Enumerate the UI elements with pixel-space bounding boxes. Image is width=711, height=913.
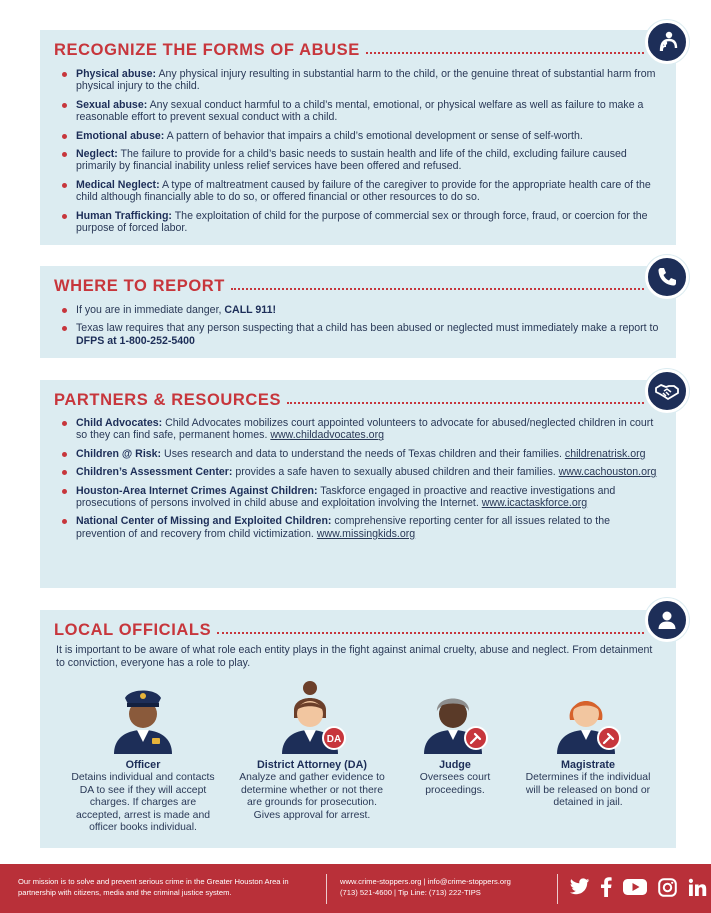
partner-link[interactable]: www.childadvocates.org xyxy=(270,429,384,442)
section-title: PARTNERS & RESOURCES xyxy=(54,391,282,409)
report-list xyxy=(62,304,662,353)
partner-link[interactable]: www.cachouston.org xyxy=(558,466,657,479)
abuse-list xyxy=(62,68,662,240)
officials-intro: It is important to be aware of what role each entity plays in the fight against animal cruelty, abuse and neglect. From detainment to conviction, everyone has a role to play. xyxy=(56,644,653,669)
child-protection-icon xyxy=(645,20,689,64)
official-title: Magistrate xyxy=(560,759,615,771)
dotted-rule xyxy=(366,52,644,54)
list-item: Physical abuse: Any physical injury resulting in substantial harm to the child, or the genuine threat of substantial harm from physical injury to the child. xyxy=(62,68,662,93)
list-item: Children’s Assessment Center: provides a safe haven to sexually abused children and their families. www.cachouston.org xyxy=(62,466,662,478)
twitter-icon[interactable] xyxy=(570,878,590,896)
official-magistrate xyxy=(518,680,658,810)
official-description: Determines if the individual will be released on bond or detained in jail. xyxy=(525,772,651,808)
judge-icon xyxy=(418,680,492,754)
official-officer xyxy=(68,680,218,835)
partners-list xyxy=(62,417,662,546)
phone-icon xyxy=(645,255,689,299)
official-description: Analyze and gather evidence to determine whether or not there are grounds for prosecution. Gives approval for arrest. xyxy=(239,772,385,821)
linkedin-icon[interactable] xyxy=(688,878,707,897)
officer-icon xyxy=(108,680,178,754)
footer-divider xyxy=(326,874,327,904)
partner-link[interactable]: www.icactaskforce.org xyxy=(481,497,588,510)
dotted-rule xyxy=(217,632,644,634)
footer-contact-line[interactable]: www.crime-stoppers.org | info@crime-stoppers.org xyxy=(340,877,511,886)
list-item: Neglect: The failure to provide for a child’s basic needs to sustain health and life of the child, excluding failure caused primarily by financial inability unless relief services have been offered and refused. xyxy=(62,148,662,173)
list-item: Children @ Risk: Uses research and data to understand the needs of Texas children and their families. childrenatrisk.org xyxy=(62,448,662,460)
person-icon xyxy=(645,598,689,642)
list-item: Medical Neglect: A type of maltreatment caused by failure of the caregiver to provide for the appropriate health care of the child although financially able to do so, or offered financial or other resources to do so. xyxy=(62,179,662,204)
footer-contact xyxy=(340,876,560,898)
official-title: Officer xyxy=(125,759,161,771)
official-judge xyxy=(396,680,514,797)
list-item: Texas law requires that any person suspecting that a child has been abused or neglected must immediately make a report to DFPS at 1-800-252-5400 xyxy=(62,322,662,347)
abuse-section xyxy=(40,30,676,245)
instagram-icon[interactable] xyxy=(658,878,677,897)
list-item: Houston-Area Internet Crimes Against Children: Taskforce engaged in proactive and reactive investigations and prosecutions of persons involved in child abuse and exploitation involving the Internet. www.icactaskforce.org xyxy=(62,485,662,510)
official-description: Oversees court proceedings. xyxy=(419,772,491,796)
partners-heading xyxy=(54,391,644,410)
official-title: District Attorney (DA) xyxy=(257,759,367,771)
handshake-icon xyxy=(645,369,689,413)
abuse-heading xyxy=(54,41,644,60)
da-badge: DA xyxy=(326,734,342,745)
report-heading xyxy=(54,277,644,296)
youtube-icon[interactable] xyxy=(623,878,647,896)
footer-mission: Our mission is to solve and prevent serious crime in the Greater Houston Area in partnership with citizens, media and the criminal justice system. xyxy=(18,877,289,897)
footer-contact-line: (713) 521-4600 | Tip Line: (713) 222-TIPS xyxy=(340,888,481,897)
report-section xyxy=(40,266,676,358)
district-attorney-icon xyxy=(274,680,350,754)
social-links xyxy=(570,877,707,897)
official-title: Judge xyxy=(439,759,471,771)
magistrate-icon xyxy=(551,680,625,754)
list-item: If you are in immediate danger, CALL 911! xyxy=(62,304,662,316)
list-item: Human Trafficking: The exploitation of child for the purpose of commercial sex or through force, fraud, or coercion for the purpose of forced labor. xyxy=(62,210,662,235)
partner-link[interactable]: childrenatrisk.org xyxy=(564,447,646,460)
officials-section xyxy=(40,610,676,848)
official-district-attorney xyxy=(236,680,388,822)
section-title: LOCAL OFFICIALS xyxy=(54,621,212,639)
facebook-icon[interactable] xyxy=(601,877,612,897)
list-item: Child Advocates: Child Advocates mobilizes court appointed volunteers to advocate for abused/neglected children in court so they can find safe, permanent homes. www.childadvocates.org xyxy=(62,417,662,442)
footer xyxy=(0,864,711,913)
dotted-rule xyxy=(231,288,644,290)
footer-divider xyxy=(557,874,558,904)
official-description: Detains individual and contacts DA to see if they will accept charges. If charges are accepted, arrest is made and officer books individual. xyxy=(71,772,215,833)
officials-heading xyxy=(54,621,644,640)
partners-section xyxy=(40,380,676,588)
dotted-rule xyxy=(287,402,644,404)
section-title: WHERE TO REPORT xyxy=(54,277,225,295)
section-title: RECOGNIZE THE FORMS OF ABUSE xyxy=(54,41,360,59)
list-item: Sexual abuse: Any sexual conduct harmful to a child’s mental, emotional, or physical welfare as well as failure to make a reasonable effort to prevent sexual conduct with a child. xyxy=(62,99,662,124)
list-item: Emotional abuse: A pattern of behavior that impairs a child’s emotional development or sense of self-worth. xyxy=(62,130,662,142)
list-item: National Center of Missing and Exploited Children: comprehensive reporting center for all issues related to the prevention of and recovery from child victimization. www.missingkids.org xyxy=(62,515,662,540)
partner-link[interactable]: www.missingkids.org xyxy=(316,527,416,540)
